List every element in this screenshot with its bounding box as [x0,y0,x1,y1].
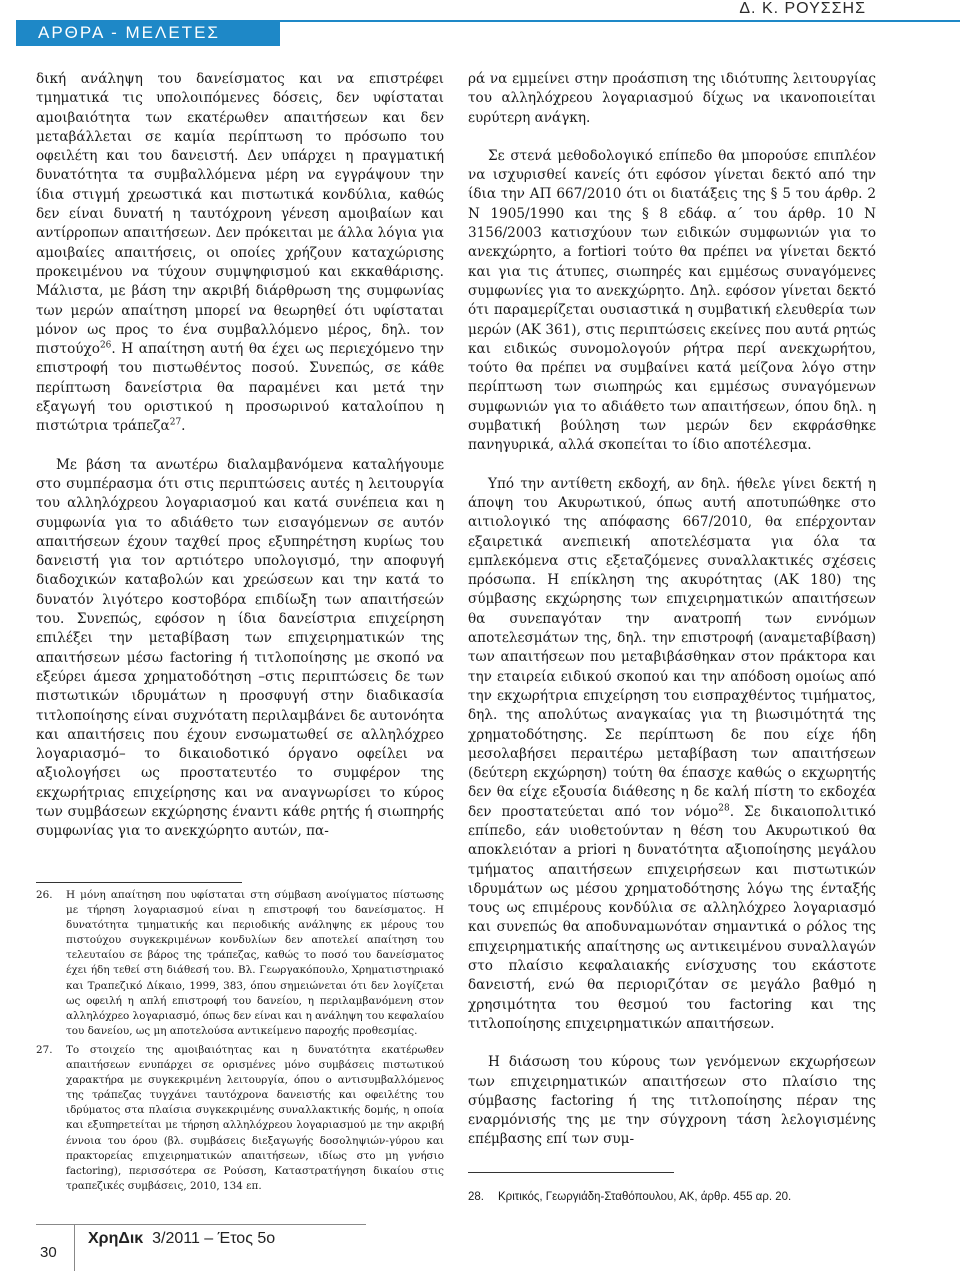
author-name: Δ. Κ. ΡΟΥΣΣΗΣ [739,0,866,17]
left-paragraph-2: Με βάση τα ανωτέρω διαλαμβανόμενα καταλήγουμε στο συμπέρασμα ότι στις περιπτώσεις αυτές η λειτουργία του αλληλόχρεου λογαριασμού και κατά συνέπεια και η συμφωνία για το αδιάθετο των εισαγόμενων σε αυτόν απαιτήσεων έχουν ταχθεί προς εξυπηρέτηση κυρίως του δανειστή για τον αρτιότερο υπολογισμό, την αποφυγή διαδοχικών καταβολών και χρεώσεων και την κατά το δυνατόν λιγότερο κοστοβόρα επιδίωξη των απαιτήσεών του. Συνεπώς, εφόσον η ίδια δανείστρια επιχείρηση επιλέξει την μεταβίβαση των επιχειρηματικών της απαιτήσεων μέσω factoring ή τιτλοποίησης με σκοπό να εξεύρει άμεσα χρηματοδότηση –στις περιπτώσεις δε των πιστωτικών ιδρυμάτων η προσφυγή στην διαδικασία τιτλοποίησης είναι συχνότατη περιλαμβάνει δε αυτονόητα και απαιτήσεις που έχουν ενσωματωθεί σε αλληλόχρεο λογαριασμό– το δικαιοδοτικό όργανο οφείλει να αξιολογήσει ως προστατευτέο το συμφέρον της εκχωρήτριας επιχείρησης και να αναγνωρίσει το κύρος των συμβάσεων εκχώρησης έναντι κάθε ρητής ή σιωπηρής συμφωνίας για το ανεκχώρητο αυτών, πα- [36,456,444,840]
footnote-separator [36,882,242,883]
right-p3-text-b: . Σε δικαιοπολιτικό επίπεδο, εάν υιοθετούνταν η θέση του Ακυρωτικού θα αποκλειόταν a priori η δυνατότητα αξιοποίησης μεγάλου τμήματος απαιτήσεων επιχειρήσεων και πιστωτικών ιδρυμάτων ως μέσου χρηματοδότησης λόγω της ένταξής τους ως επιμέρους κονδύλια σε αλληλόχρεο λογαριασμό και συνεπώς θα αποδυναμωνόταν σημαντικά ο ρόλος της επιχειρηματικής απαίτησης ως αντικειμένου συναλλαγών στο πλαίσιο κεφαλαιακής ενίσχυσης του εκάστοτε δανειστή, ενώ θα περιοριζόταν σε μεγάλο βαθμό η χρησιμότητα του θεσμού του factoring και της τιτλοποίησης επιχειρηματικών απαιτήσεων. [468,803,876,1032]
footer-divider [74,1225,75,1271]
page-number: 30 [40,1244,57,1261]
right-p3-text-a: Υπό την αντίθετη εκδοχή, αν δηλ. ήθελε γίνει δεκτή η άποψη του Ακυρωτικού, όπως αυτή αποτυπώθηκε στο αιτιολογικό της απόφασης 667/2010, θα επέρχονταν εξαιρετικά ανεπιεική αποτελέσματα για όλα τα εμπλεκόμενα στις εξεταζόμενες συναλλακτικές σχέσεις πρόσωπα. Η επίκληση της ακυρότητας (ΑΚ 180) της σύμβασης εκχώρησης των επιχειρηματικών απαιτήσεων θα συνεπαγόταν την ανατροπή των εννόμων αποτελεσμάτων της, δηλ. την επιστροφή (αναμεταβίβαση) των απαιτήσεων που μεταβιβάσθηκαν στον πράκτορα και την εταιρεία ειδικού σκοπού και την απόδοση ομοίως από την εκχωρήτρια επιχείρηση του εισπραχθέντος τιμήματος, δηλ. της απολύτως αναγκαίας για τη βιωσιμότητά της χρηματοδότησης. Σε περίπτωση δε που είχε ήδη μεσολαβήσει περαιτέρω μεταβίβαση των απαιτήσεων (δεύτερη εκχώρηση) τούτη θα έπασχε καθώς ο εκχωρητής δεν θα είχε εξουσία διάθεσης η δε καλή πίστη το εκδοχέα δεν προστατεύεται από τον νόμο [468,475,876,820]
header-rule [280,20,960,22]
footnote-ref-28[interactable]: 28 [718,803,730,814]
right-paragraph-4: Η διάσωση του κύρους των γενόμενων εκχωρήσεων των επιχειρηματικών απαιτήσεων στο πλαίσιο της σύμβασης factoring ή της τιτλοποίησης πέραν της εναρμόνισής της με την σύγχρονη τάση λελογισμένης επέμβασης επί των συμ- [468,1054,876,1148]
section-title-tab: ΑΡΘΡΑ - ΜΕΛΕΤΕΣ [16,20,280,46]
journal-issue: 3/2011 – Έτος 5ο [152,1230,276,1247]
left-p1-text-b: . Η απαίτηση αυτή θα έχει ως περιεχόμενο την επιστροφή του πιστωθέντος ποσού. Συνεπώς, σε κάθε περίπτωση δανείστρια θα παραμένει και μετά την εξαγωγή του οριστικού η προσωρινού καταλοίπου η πιστώτρια τράπεζα [36,341,444,435]
footnote-ref-26[interactable]: 26 [99,340,112,351]
right-paragraph-3 [468,475,876,1035]
footnotes-left [36,888,444,1198]
footnote-number: 28. [468,1191,484,1203]
footnote-26 [36,888,444,1039]
journal-info [88,1230,275,1248]
right-paragraph-1: ρά να εμμείνει στην προάσπιση της ιδιότυπης λειτουργίας του αλληλόχρεου λογαριασμού δίχως να ικανοποιείται ευρύτερη ανάγκη. [468,71,876,126]
right-column [468,70,876,1169]
footnote-separator-right [468,1172,674,1173]
footnote-text: Κριτικός, Γεωργιάδη-Σταθόπουλου, ΑΚ, άρθρ. 455 αρ. 20. [498,1191,792,1203]
footnote-text: Η μόνη απαίτηση που υφίσταται στη σύμβαση ανοίγματος πίστωσης με τήρηση λογαριασμού είναι η επιστροφή του δανείσματος. Η δυνατότητα τμηματικής και περιοδικής ανάληψης εκ μέρους του πιστούχου συγκεκριμένων κονδυλίων δεν αποτελεί απαίτηση του τελευταίου σε βάρος της τράπεζας, καθώς το ποσό του δανείσματος έχει ήδη τεθεί στη διάθεσή του. Βλ. Γεωργακόπουλο, Χρηματιστηριακό και Τραπεζικό Δίκαιο, 1999, 383, όπου σημειώνεται ότι δεν λογίζεται ως οφειλή η απλή επιστροφή του δανείου, η περιλαμβανόμενη στον αλληλόχρεο λογαριασμό, όπως δεν είναι και η ανάληψη του κεφαλαίου του δανείου, ως μη αποτελούσα αντικείμενο παροχής προθεσμίας. [66,889,444,1037]
footnote-28 [468,1190,876,1205]
footnote-ref-27[interactable]: 27 [169,417,182,428]
left-p1-text-a: δική ανάληψη του δανείσματος και να επιστρέφει τμηματικά τις υπολοιπόμενες δόσεις, δεν υφίσταται αμοιβαιότητα των εκατέρωθεν απαιτήσεων και δεν μεταβάλλεται σε καμία περίπτωση το πρόσωπο του οφειλέτη και του δανειστή. Δεν υπάρχει η πραγματική δυνατότητα τα συμβαλλόμενα μέρη να εγγράψουν την ίδια στιγμή χρεωστικά και πιστωτικά κονδύλια, καθώς δεν είναι δυνατή η ταυτόχρονη γένεση αμοιβαίων και αντίρροπων απαιτήσεων. Δεν πρόκειται με άλλα λόγια για αμοιβαίες απαιτήσεις, οι οποίες χρήζουν καταχώρισης προκειμένου να τύχουν συμψηφισμού και εκκαθάρισης. Μάλιστα, με βάση την ακριβή διάρθρωση της συμφωνίας των μερών απαίτηση μπορεί να θεωρηθεί ότι υφίσταται μόνον ως προς το ένα συμβαλλόμενο μέρος, δηλ. τον πιστούχο [36,71,444,358]
footnotes-right [468,1190,876,1209]
footnote-27 [36,1043,444,1194]
left-paragraph-1 [36,70,444,437]
left-column [36,70,444,861]
left-p1-text-c: . [181,418,186,435]
footnote-number: 27. [36,1043,53,1056]
journal-name: ΧρηΔικ [88,1230,144,1247]
footer-rule [36,1224,366,1225]
footnote-number: 26. [36,889,53,901]
right-paragraph-2: Σε στενά μεθοδολογικό επίπεδο θα μπορούσε επιπλέον να ισχυρισθεί κανείς ότι εφόσον γίνεται δεκτό από την ίδια την ΑΠ 667/2010 ότι οι διατάξεις της § 5 του άρθρ. 2 Ν 1905/1990 και της § 8 εδάφ. α΄ του άρθρ. 10 Ν 3156/2003 κατισχύουν των ειδικών συμφωνιών για το ανεκχώρητο, a fortiori τούτο θα πρέπει να γίνεται δεκτό και για τις άτυπες, σιωπηρές και εμμέσως συναγόμενες συμφωνίες για το ανεκχώρητο. Δηλ. εφόσον γίνεται δεκτό ότι παραμερίζεται ουσιαστικά η συμβατική ελευθερία των μερών (ΑΚ 361), στις περιπτώσεις εκείνες που αυτά ρητώς και ειδικώς συνομολογούν ρήτρα περί ανεκχωρήτου, τούτο θα πρέπει να συμβαίνει κατά μείζονα λόγο στην περίπτωση των σιωπηρώς και εμμέσως συναγόμενων συμφωνιών για το αδιάθετο των απαιτήσεων, όπου δηλ. η συμβατική βούληση των μερών δεν εκφράσθηκε πανηγυρικά, αλλά σκοπείται το ίδιο αποτέλεσμα. [468,147,876,454]
footnote-text: Το στοιχείο της αμοιβαιότητας και η δυνατότητα εκατέρωθεν απαιτήσεων ενυπάρχει σε ορισμένες μόνο συμβάσεις πιστωτικού χαρακτήρα με συγκεκριμένη λειτουργία, όπου ο αντισυμβαλλόμενος της τράπεζας τυγχάνει ταυτόχρονα δανειστής και οφειλέτης του ιδρύματος στα πλαίσια συγκεκριμένης συναλλακτικής δομής, η οποία και εξυπηρετείται με τήρηση αλληλόχρεου λογαριασμού με την ακριβή έννοια του όρου (βλ. συμβάσεις διεξαγωγής δοσοληψιών-γύρου και πρακτορείας επιχειρηματικών απαιτήσεων, ιδίως στο μη γνήσιο factoring), περισσότερα σε Ρούσση, Καταστρατήγηση δικαίου στις τραπεζικές συμβάσεις, 2010, 134 επ. [66,1043,444,1192]
